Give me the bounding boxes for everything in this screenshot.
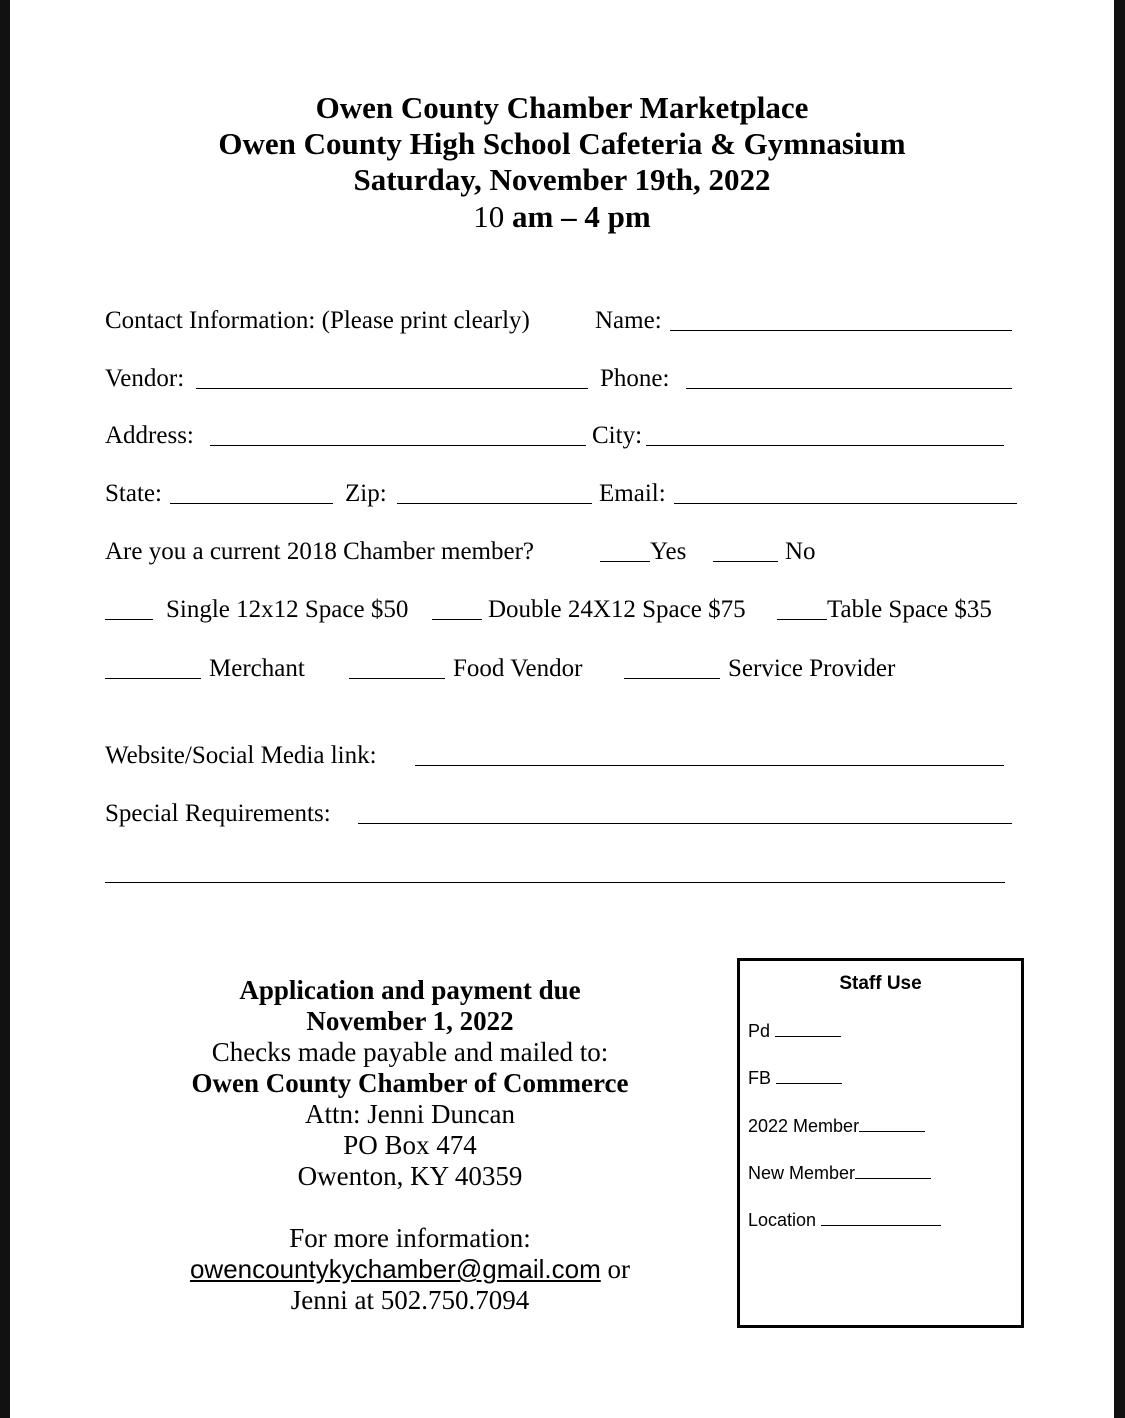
staff-location-label: Location	[748, 1210, 817, 1230]
phone-label: Phone:	[600, 365, 670, 392]
name-label: Name:	[595, 307, 662, 334]
city-state-zip: Owenton, KY 40359	[297, 1161, 523, 1191]
table-space-label: Table Space $35	[827, 596, 992, 623]
staff-pd-row	[748, 1021, 841, 1042]
member-yes-label: Yes	[650, 538, 687, 565]
due-line-1: Application and payment due	[239, 975, 581, 1005]
staff-pd-label: Pd	[748, 1021, 771, 1041]
table-space-blank[interactable]	[777, 619, 827, 620]
single-space-blank[interactable]	[105, 619, 153, 620]
address-label: Address:	[105, 422, 194, 449]
phone-field[interactable]	[686, 388, 1012, 389]
event-time	[10, 199, 1114, 235]
staff-use-title: Staff Use	[839, 973, 922, 994]
double-space-label: Double 24X12 Space $75	[488, 596, 746, 623]
staff-location-row	[748, 1210, 941, 1231]
member-question: Are you a current 2018 Chamber member?	[105, 538, 535, 565]
event-title: Owen County Chamber Marketplace	[315, 90, 809, 125]
merchant-blank[interactable]	[105, 678, 201, 679]
staff-2022-member-row	[748, 1116, 925, 1137]
food-vendor-label: Food Vendor	[453, 655, 583, 682]
name-field[interactable]	[670, 330, 1012, 331]
email-field[interactable]	[674, 503, 1017, 504]
payment-instructions	[130, 975, 690, 1316]
member-no-blank[interactable]	[713, 561, 778, 562]
single-space-label: Single 12x12 Space $50	[166, 596, 409, 623]
contact-info-label: Contact Information: (Please print clearly)	[105, 307, 530, 334]
po-box: PO Box 474	[343, 1130, 477, 1160]
special-requirements-extra-line[interactable]	[105, 882, 1005, 883]
or-text: or	[607, 1254, 631, 1284]
application-form-page	[10, 0, 1114, 1418]
service-provider-blank[interactable]	[624, 678, 720, 679]
state-field[interactable]	[170, 503, 333, 504]
staff-new-member-row	[748, 1163, 931, 1184]
email-label: Email:	[599, 480, 666, 507]
email-line	[130, 1254, 690, 1285]
more-info-label: For more information:	[289, 1223, 531, 1253]
event-time-rest: am – 4 pm	[512, 199, 651, 234]
due-date: November 1, 2022	[306, 1006, 514, 1036]
staff-2022-member-field[interactable]	[859, 1117, 925, 1132]
staff-location-field[interactable]	[821, 1211, 941, 1226]
contact-phone-line: Jenni at 502.750.7094	[290, 1285, 530, 1315]
special-requirements-label: Special Requirements:	[105, 800, 331, 827]
staff-fb-field[interactable]	[776, 1069, 842, 1084]
staff-2022-member-label: 2022 Member	[748, 1116, 860, 1136]
staff-new-member-label: New Member	[748, 1163, 856, 1183]
merchant-label: Merchant	[209, 655, 305, 682]
city-field[interactable]	[646, 445, 1004, 446]
vendor-field[interactable]	[196, 388, 588, 389]
attn-line: Attn: Jenni Duncan	[305, 1099, 515, 1129]
staff-fb-label: FB	[748, 1068, 772, 1088]
food-vendor-blank[interactable]	[349, 678, 445, 679]
staff-use-box	[737, 958, 1024, 1328]
special-requirements-field[interactable]	[358, 823, 1012, 824]
staff-new-member-field[interactable]	[855, 1164, 931, 1179]
city-label: City:	[592, 422, 643, 449]
website-field[interactable]	[415, 765, 1004, 766]
website-label: Website/Social Media link:	[105, 742, 377, 769]
member-yes-blank[interactable]	[600, 561, 650, 562]
zip-field[interactable]	[397, 503, 592, 504]
event-venue: Owen County High School Cafeteria & Gymnasium	[218, 126, 906, 161]
state-label: State:	[105, 480, 162, 507]
member-no-label: No	[785, 538, 816, 565]
event-time-start: 10	[473, 199, 505, 234]
address-field[interactable]	[210, 445, 586, 446]
double-space-blank[interactable]	[432, 619, 482, 620]
staff-fb-row	[748, 1068, 842, 1089]
payee-org: Owen County Chamber of Commerce	[191, 1068, 629, 1098]
service-provider-label: Service Provider	[728, 655, 896, 682]
zip-label: Zip:	[345, 480, 387, 507]
staff-pd-field[interactable]	[775, 1022, 841, 1037]
checks-payable: Checks made payable and mailed to:	[211, 1037, 609, 1067]
contact-email-link[interactable]: owencountykychamber@gmail.com	[189, 1254, 601, 1284]
event-date: Saturday, November 19th, 2022	[353, 162, 771, 197]
vendor-label: Vendor:	[105, 365, 185, 392]
